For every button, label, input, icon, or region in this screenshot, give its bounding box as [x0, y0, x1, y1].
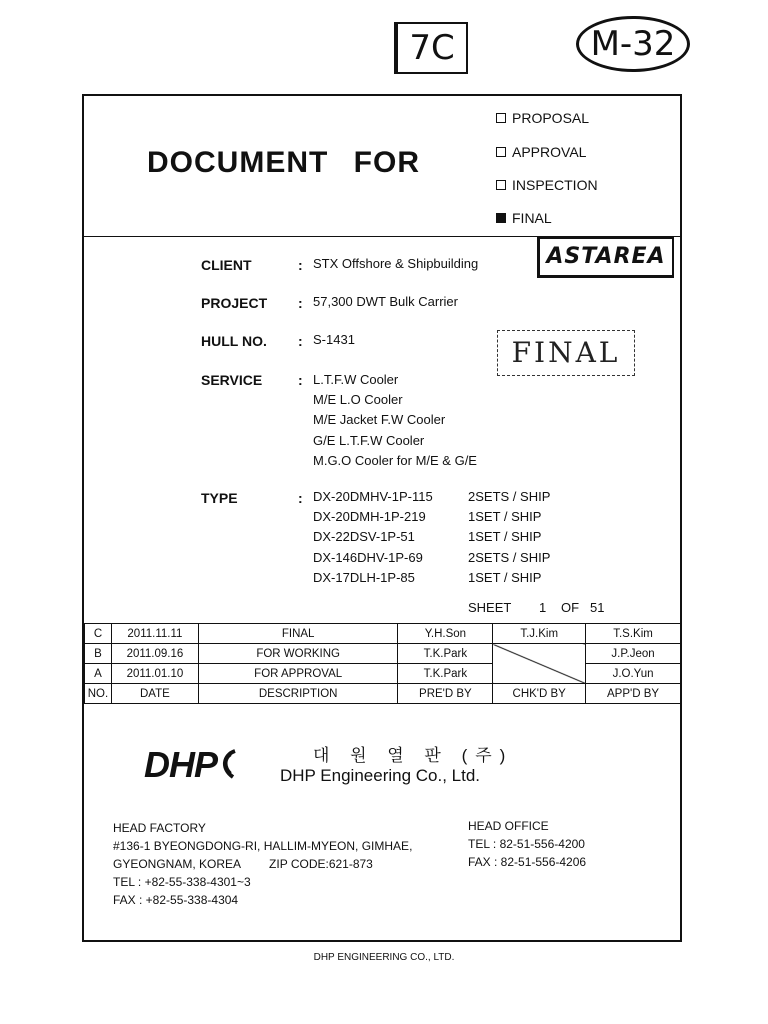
- sheet-of-label: OF: [561, 600, 580, 615]
- rev-chkd-strike: [493, 644, 586, 684]
- type-model: DX-22DSV-1P-51: [313, 529, 415, 544]
- rev-desc: FINAL: [198, 624, 398, 644]
- head-factory: [113, 819, 412, 909]
- checked-box-icon: [496, 213, 506, 223]
- office-fax: FAX : 82-51-556-4206: [468, 855, 587, 869]
- colon: :: [298, 333, 303, 349]
- colon: :: [298, 257, 303, 273]
- factory-address-2-row: [113, 855, 412, 873]
- type-label: TYPE: [201, 490, 238, 506]
- service-item: M/E Jacket F.W Cooler: [313, 412, 446, 427]
- handwritten-circle-code: M-32: [576, 16, 690, 72]
- colon: :: [298, 490, 303, 506]
- type-qty: 1SET / SHIP: [468, 509, 542, 524]
- type-model: DX-20DMH-1P-219: [313, 509, 426, 524]
- status-label: APPROVAL: [512, 144, 587, 160]
- colon: :: [298, 295, 303, 311]
- head-factory-label: HEAD FACTORY: [113, 821, 206, 835]
- type-qty: 1SET / SHIP: [468, 529, 542, 544]
- checkbox-icon: [496, 147, 506, 157]
- status-label: INSPECTION: [512, 177, 598, 193]
- page-title: DOCUMENT FOR: [147, 146, 420, 179]
- table-row: [85, 624, 681, 644]
- factory-zip: ZIP CODE:621-873: [269, 857, 373, 871]
- rev-prepd: T.K.Park: [398, 644, 493, 664]
- rev-desc: FOR WORKING: [198, 644, 398, 664]
- header-appd: APP'D BY: [586, 684, 681, 704]
- rev-desc: FOR APPROVAL: [198, 664, 398, 684]
- service-item: M/E L.O Cooler: [313, 392, 403, 407]
- rev-prepd: T.K.Park: [398, 664, 493, 684]
- type-model: DX-146DHV-1P-69: [313, 550, 423, 565]
- status-label: FINAL: [512, 210, 552, 226]
- client-label: CLIENT: [201, 257, 252, 273]
- rev-chkd: T.J.Kim: [493, 624, 586, 644]
- service-label: SERVICE: [201, 372, 263, 388]
- service-item: L.T.F.W Cooler: [313, 372, 399, 387]
- header-desc: DESCRIPTION: [198, 684, 398, 704]
- rev-date: 2011.01.10: [111, 664, 198, 684]
- company-korean-name: 대 원 열 판 (주): [313, 746, 514, 765]
- company-logo: [144, 744, 237, 786]
- type-model: DX-17DLH-1P-85: [313, 570, 415, 585]
- table-header-row: [85, 684, 681, 704]
- client-value: STX Offshore & Shipbuilding: [313, 256, 479, 271]
- rev-no: B: [85, 644, 112, 664]
- factory-tel: TEL : +82-55-338-4301~3: [113, 875, 251, 889]
- header-date: DATE: [111, 684, 198, 704]
- office-tel: TEL : 82-51-556-4200: [468, 837, 585, 851]
- revision-table: [84, 623, 681, 704]
- hull-value: S-1431: [313, 332, 355, 347]
- header-chkd: CHK'D BY: [493, 684, 586, 704]
- rev-no: C: [85, 624, 112, 644]
- project-label: PROJECT: [201, 295, 268, 311]
- logo-text: DHP: [144, 744, 218, 785]
- sheet-number: 1: [539, 600, 547, 615]
- head-office-label: HEAD OFFICE: [468, 819, 549, 833]
- status-final: [496, 210, 552, 226]
- checkbox-icon: [496, 180, 506, 190]
- factory-fax: FAX : +82-55-338-4304: [113, 893, 239, 907]
- colon: :: [298, 372, 303, 388]
- factory-address-1: #136-1 BYEONGDONG-RI, HALLIM-MYEON, GIMHAE,: [113, 839, 413, 853]
- type-qty: 2SETS / SHIP: [468, 489, 551, 504]
- sheet-label: SHEET: [468, 600, 512, 615]
- status-approval: [496, 144, 586, 160]
- table-row: [85, 664, 681, 684]
- sheet-total: 51: [590, 600, 605, 615]
- status-label: PROPOSAL: [512, 110, 590, 126]
- head-office: [468, 817, 586, 871]
- handwritten-name-stamp: ASTAREA: [537, 236, 674, 278]
- factory-address-2: GYEONGNAM, KOREA: [113, 857, 242, 871]
- table-row: [85, 644, 681, 664]
- company-english-name: DHP Engineering Co., Ltd.: [280, 766, 481, 785]
- status-proposal: [496, 110, 589, 126]
- type-qty: 1SET / SHIP: [468, 570, 542, 585]
- handwritten-box-code: 7C: [394, 22, 468, 74]
- service-item: G/E L.T.F.W Cooler: [313, 433, 425, 448]
- service-item: M.G.O Cooler for M/E & G/E: [313, 453, 477, 468]
- type-qty: 2SETS / SHIP: [468, 550, 551, 565]
- type-model: DX-20DMHV-1P-115: [313, 489, 433, 504]
- final-stamp: FINAL: [497, 330, 635, 376]
- checkbox-icon: [496, 113, 506, 123]
- rev-appd: J.O.Yun: [586, 664, 681, 684]
- rev-date: 2011.11.11: [111, 624, 198, 644]
- hull-label: HULL NO.: [201, 333, 267, 349]
- status-inspection: [496, 177, 598, 193]
- header-no: NO.: [85, 684, 112, 704]
- logo-swoosh-icon: [217, 747, 237, 781]
- rev-appd: T.S.Kim: [586, 624, 681, 644]
- page-footer: DHP ENGINEERING CO., LTD.: [313, 952, 455, 963]
- header-prepd: PRE'D BY: [398, 684, 493, 704]
- project-value: 57,300 DWT Bulk Carrier: [313, 294, 458, 309]
- rev-no: A: [85, 664, 112, 684]
- rev-prepd: Y.H.Son: [398, 624, 493, 644]
- rev-date: 2011.09.16: [111, 644, 198, 664]
- rev-appd: J.P.Jeon: [586, 644, 681, 664]
